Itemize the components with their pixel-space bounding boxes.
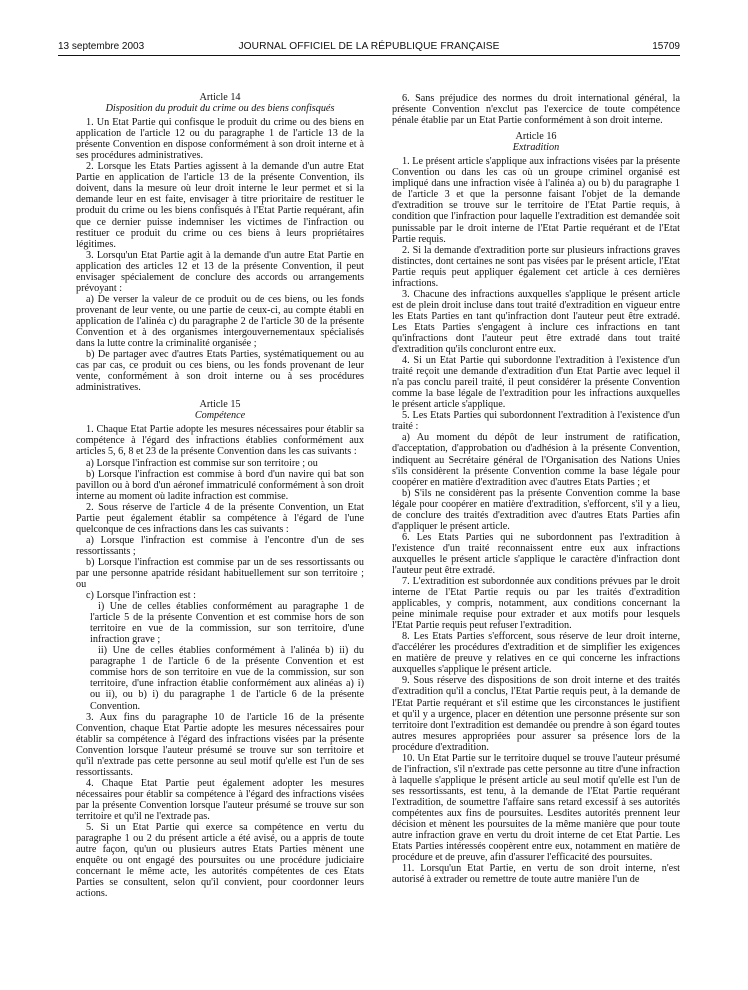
article-16-title: Extradition	[512, 142, 560, 154]
article-15-paragraph: c) Lorsque l'infraction est :	[86, 590, 196, 602]
article-14-title: Disposition du produit du crime ou des biens confisqués	[105, 103, 335, 115]
article-16-paragraph: 4. Si un Etat Partie qui subordonne l'extradition à l'existence d'un traité reçoit une demande d'extradition d'un Etat Partie avec lequel il n'a pas conclu pareil traité, il peut considérer la présente Convention comme la base légale de l'extradition pour les infractions auxquelles le présent article s'applique.	[392, 355, 680, 411]
header-rule	[58, 55, 680, 56]
article-15-paragraph: a) Lorsque l'infraction est commise sur son territoire ; ou	[86, 457, 318, 469]
left-column	[76, 92, 364, 972]
article-15-paragraph: 6. Sans préjudice des normes du droit international général, la présente Convention n'exclut pas l'exercice de toute compétence pénale établie par un Etat Partie conformément à son droit interne.	[392, 93, 680, 127]
article-14-paragraph: 3. Lorsqu'un Etat Partie agit à la demande d'un autre Etat Partie en application des articles 12 et 13 de la présente Convention, il peut envisager spécialement de conclure des accords ou arrangements prévoyant :	[76, 249, 364, 294]
article-16-paragraph: b) S'ils ne considèrent pas la présente Convention comme la base légale pour coopérer en matière d'extradition, s'efforcent, s'il y a lieu, de conclure des traités d'extradition avec d'autres Etats Parties afin d'appliquer le présent article.	[392, 487, 680, 532]
article-16-paragraph: 6. Les Etats Parties qui ne subordonnent pas l'extradition à l'existence d'un traité reconnaissent entre eux aux infractions auxquelles le présent article s'applique le caractère d'infraction dont l'auteur peut être extradé.	[392, 531, 680, 576]
article-15-subparagraph: ii) Une de celles établies conformément à l'alinéa b) ii) du paragraphe 1 de l'article 6 de la présente Convention et est commise hors de son territoire en vue de la commission, sur son territoire, d'une infraction établie conformément aux alinéas a) i) ou ii), ou b) i) du paragraphe 1 de l'article 6 de la présente Convention.	[90, 645, 364, 712]
article-14-paragraph: 1. Un Etat Partie qui confisque le produit du crime ou des biens en application de l'article 12 ou du paragraphe 1 de l'article 13 de la présente Convention en dispose conformément à son droit interne et à ses procédures administratives.	[76, 117, 364, 162]
article-15-paragraph: b) Lorsque l'infraction est commise à bord d'un navire qui bat son pavillon ou à bord d'un aéronef immatriculé conformément à son droit interne au moment où ladite infraction est commise.	[76, 468, 364, 502]
article-14-paragraph: b) De partager avec d'autres Etats Parties, systématiquement ou au cas par cas, ce produit ou ces biens, ou les fonds provenant de leur vente, conformément à son droit interne ou à ses procédures administratives.	[76, 349, 364, 394]
article-16-paragraph: 1. Le présent article s'applique aux infractions visées par la présente Convention ou dans les cas où un groupe criminel organisé est impliqué dans une infraction visée à l'alinéa a) ou b) du paragraphe 1 de l'article 3 et que la personne faisant l'objet de la demande d'extradition se trouve sur le territoire de l'Etat Partie requis, à condition que l'infraction pour laquelle l'extradition est demandée soit punissable par le droit interne de l'Etat Partie requérant et de l'Etat Partie requis.	[392, 156, 680, 245]
article-16-paragraph: 5. Les Etats Parties qui subordonnent l'extradition à l'existence d'un traité :	[392, 410, 680, 433]
article-16-paragraph: 2. Si la demande d'extradition porte sur plusieurs infractions graves distinctes, dont certaines ne sont pas visées par le présent article, l'Etat Partie requis peut appliquer également cet article à ces dernières infractions.	[392, 244, 680, 289]
article-15-paragraph: b) Lorsque l'infraction est commise par un de ses ressortissants ou par une personne apatride résidant habituellement sur son territoire ; ou	[76, 556, 364, 591]
header-date: 13 septembre 2003	[58, 41, 145, 52]
article-15-paragraph: 4. Chaque Etat Partie peut également adopter les mesures nécessaires pour établir sa compétence à l'égard des infractions visées par la présente Convention lorsque l'auteur présumé se trouve sur son territoire et qu'il ne l'extrade pas.	[76, 777, 364, 822]
article-15-paragraph: a) Lorsque l'infraction est commise à l'encontre d'un de ses ressortissants ;	[76, 534, 364, 557]
article-16-heading: Article 16	[515, 131, 557, 143]
article-15-title: Compétence	[194, 410, 246, 422]
article-14-paragraph: 2. Lorsque les Etats Parties agissent à la demande d'un autre Etat Partie en application de l'article 13 de la présente Convention, ils doivent, dans la mesure où leur droit interne le leur permet et si la demande leur en est faite, envisager à titre prioritaire de restituer le produit du crime ou les biens confisqués à l'Etat Partie requérant, afin que ce dernier puisse indemniser les victimes de l'infraction ou restituer ce produit du crime ou ces biens à leurs propriétaires légitimes.	[76, 161, 364, 250]
article-16-paragraph: 7. L'extradition est subordonnée aux conditions prévues par le droit interne de l'Etat Partie requis ou par les traités d'extradition applicables, y compris, notamment, aux conditions concernant la peine minimale requise pour extrader et aux motifs pour lesquels l'Etat Partie requis peut refuser l'extradition.	[392, 576, 680, 632]
article-16-paragraph: 3. Chacune des infractions auxquelles s'applique le présent article est de plein droit incluse dans tout traité d'extradition en vigueur entre les Etats Parties en tant qu'infraction dont l'auteur peut être extradé. Les Etats Parties s'engagent à inclure ces infractions en tant qu'infractions dont l'auteur peut être extradé dans tout traité d'extradition qu'ils concluront entre eux.	[392, 288, 680, 356]
article-15-paragraph: 1. Chaque Etat Partie adopte les mesures nécessaires pour établir sa compétence à l'égard des infractions établies conformément aux articles 5, 6, 8 et 23 de la présente Convention dans les cas suivants :	[76, 424, 364, 458]
article-15-paragraph: 5. Si un Etat Partie qui exerce sa compétence en vertu du paragraphe 1 ou 2 du présent article a été avisé, ou a appris de toute autre façon, qu'un ou plusieurs autres Etats Parties mènent une enquête ou ont engagé des poursuites ou une procédure judiciaire concernant le même acte, les autorités compétentes de ces Etats Parties se consultent, selon qu'il convient, pour coordonner leurs actions.	[76, 822, 364, 900]
right-column	[392, 93, 680, 973]
article-14-paragraph: a) De verser la valeur de ce produit ou de ces biens, ou les fonds provenant de leur vente, ou une partie de ceux-ci, au compte établi en application de l'alinéa c) du paragraphe 2 de l'article 30 de la présente Convention et à des organismes intergouvernementaux spécialisés dans la lutte contre la criminalité organisée ;	[76, 293, 364, 350]
article-16-paragraph: 8. Les Etats Parties s'efforcent, sous réserve de leur droit interne, d'accélérer les procédures d'extradition et de simplifier les exigences en matière de preuve y relatives en ce qui concerne les infractions auxquelles s'applique le présent article.	[392, 631, 680, 676]
article-15-paragraph: 3. Aux fins du paragraphe 10 de l'article 16 de la présente Convention, chaque Etat Partie adopte les mesures nécessaires pour établir sa compétence à l'égard des infractions visées par la présente Convention lorsque l'auteur présumé se trouve sur son territoire et qu'il n'extrade pas cette personne au seul motif qu'elle est l'un de ses ressortissants.	[76, 711, 364, 778]
article-15-paragraph: 2. Sous réserve de l'article 4 de la présente Convention, un Etat Partie peut également établir sa compétence à l'égard de l'une quelconque de ces infractions dans les cas suivants :	[76, 501, 364, 535]
article-16-paragraph: 10. Un Etat Partie sur le territoire duquel se trouve l'auteur présumé de l'infraction, s'il n'extrade pas cette personne au titre d'une infraction à laquelle s'applique le présent article au seul motif qu'elle est l'un de ses ressortissants, est tenu, à la demande de l'Etat Partie requérant l'extradition, de soumettre l'affaire sans retard excessif à ses autorités compétentes aux fins de poursuites. Lesdites autorités prennent leur décision et mènent les poursuites de la même manière que pour toute autre infraction grave en vertu du droit interne de cet Etat Partie. Les Etats Parties intéressés coopèrent entre eux, notamment en matière de procédure et de preuve, afin d'assurer l'efficacité des poursuites.	[392, 752, 680, 864]
article-15-heading: Article 15	[199, 399, 241, 411]
article-16-paragraph: a) Au moment du dépôt de leur instrument de ratification, d'acceptation, d'approbation ou d'adhésion à la présente Convention, indiquent au Secrétaire général de l'Organisation des Nations Unies s'ils considèrent la présente Convention comme la base légale pour coopérer en matière d'extradition avec d'autres Etats Parties ; et	[392, 432, 680, 488]
article-16-paragraph: 11. Lorsqu'un Etat Partie, en vertu de son droit interne, n'est autorisé à extrader ou remettre de toute autre manière l'un de	[392, 863, 680, 886]
header-journal-title: JOURNAL OFFICIEL DE LA RÉPUBLIQUE FRANÇAISE	[238, 41, 500, 52]
header-page-number: 15709	[652, 41, 680, 52]
article-14-heading: Article 14	[199, 92, 241, 103]
page-header	[58, 40, 680, 54]
article-16-paragraph: 9. Sous réserve des dispositions de son droit interne et des traités d'extradition qu'il a conclus, l'Etat Partie requis peut, à la demande de l'Etat Partie requérant et s'il estime que les circonstances le justifient et qu'il y a urgence, placer en détention une personne présente sur son territoire dont l'extradition est demandée ou prendre à son égard toutes autres mesures appropriées pour assurer sa présence lors de la procédure d'extradition.	[392, 675, 680, 753]
article-15-subparagraph: i) Une de celles établies conformément au paragraphe 1 de l'article 5 de la présente Convention et est commise hors de son territoire en vue de la commission, sur son territoire, d'une infraction grave ;	[90, 601, 364, 646]
